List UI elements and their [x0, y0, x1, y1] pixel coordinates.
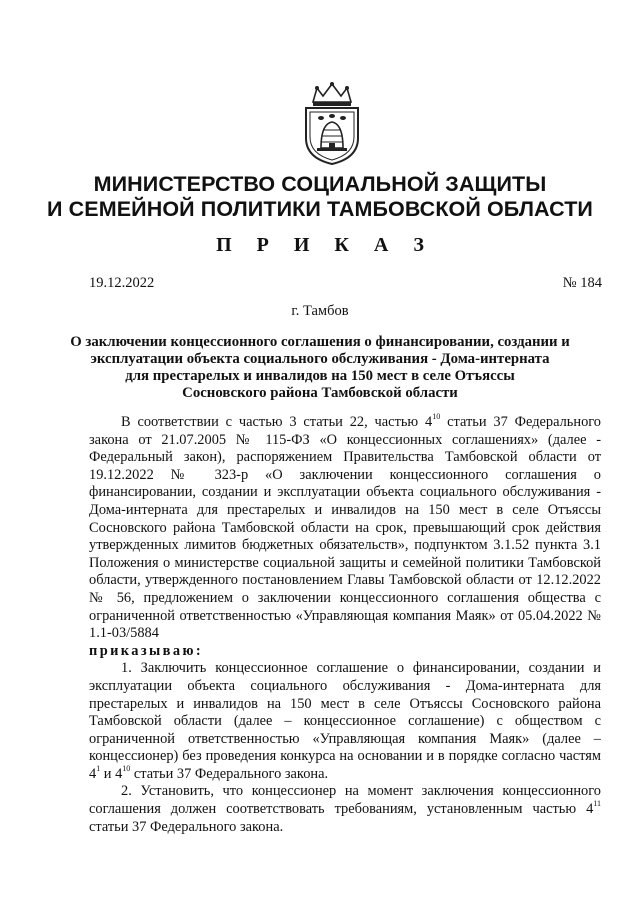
item-1-text-cont: и 4 [100, 765, 123, 782]
subject-line: Сосновского района Тамбовской области [182, 385, 458, 401]
preamble-paragraph [89, 414, 601, 643]
orders-word: приказываю: [89, 642, 204, 659]
orders-line [89, 643, 601, 661]
order-number: № 184 [562, 275, 602, 291]
preamble-text-cont: статьи 37 Федерального закона от 21.07.2005 № 115-ФЗ «О концессионных соглашениях» (далее - Федеральный закон), распоряжением Правительства Тамбовской области от 19.12.2022 № 323-р «О заключении концессионного соглашения о финансировании, создании и эксплуатации объекта социального обслуживания - Дома-интерната для престарелых и инвалидов на 150 мест в селе Отъяссы Сосновского района Тамбовской области на срок, превышающий срок действия утвержденных лимитов бюджетных обязательств», подпунктом 3.1.52 пункта 3.1 Положения о министерстве социальной защиты и семейной политики Тамбовской области, утвержденного постановлением Главы Тамбовской области от 12.12.2022 № 56, предложением о заключении концессионного соглашения общества с ограниченной ответственностью «Управляющая компания Маяк» от 05.04.2022 № 1.1-03/5884 [89, 414, 601, 642]
tambov-coat-of-arms-icon [299, 80, 365, 166]
city-name: г. Тамбов [291, 303, 349, 319]
preamble-text: В соответствии с частью 3 статьи 22, частью 4 [121, 414, 433, 430]
item-1-paragraph [89, 660, 601, 783]
subject-line: О заключении концессионного соглашения о финансировании, создании и [70, 334, 570, 350]
item-1-superscript-b: 10 [122, 764, 131, 774]
document-type-title: П Р И К А З [216, 234, 434, 256]
item-2-paragraph [89, 783, 601, 836]
item-2-text: 2. Установить, что концессионер на момент заключения концессионного соглашения должен соответствовать требованиям, установленным частью 4 [89, 783, 601, 818]
subject-line: для престарелых и инвалидов на 150 мест в селе Отъяссы [125, 368, 515, 384]
subject-line: эксплуатации объекта социального обслуживания - Дома-интерната [90, 351, 550, 367]
ministry-name-line1: МИНИСТЕРСТВО СОЦИАЛЬНОЙ ЗАЩИТЫ [93, 172, 547, 196]
item-1-text-end: статьи 37 Федерального закона. [130, 765, 329, 782]
ministry-name [40, 172, 600, 222]
item-2-text-end: статьи 37 Федерального закона. [89, 818, 284, 835]
item-1-superscript-a: 1 [96, 764, 101, 774]
order-subject [60, 334, 580, 402]
item-1-text: 1. Заключить концессионное соглашение о финансировании, создании и эксплуатации объекта социального обслуживания - Дома-интерната для престарелых и инвалидов на 150 мест в селе Отъяссы Сосновского района Тамбовской области (далее – концессионное соглашение) с обществом с ограниченной ответственностью «Управляющая компания Маяк» (далее – концессионер) без проведения конкурса на основании и в порядке согласно частям 4 [89, 660, 601, 782]
order-date: 19.12.2022 [89, 275, 155, 291]
preamble-superscript: 10 [432, 412, 441, 422]
order-body [89, 414, 601, 836]
item-2-superscript: 11 [593, 799, 601, 809]
ministry-name-line2: И СЕМЕЙНОЙ ПОЛИТИКИ ТАМБОВСКОЙ ОБЛАСТИ [47, 197, 593, 221]
